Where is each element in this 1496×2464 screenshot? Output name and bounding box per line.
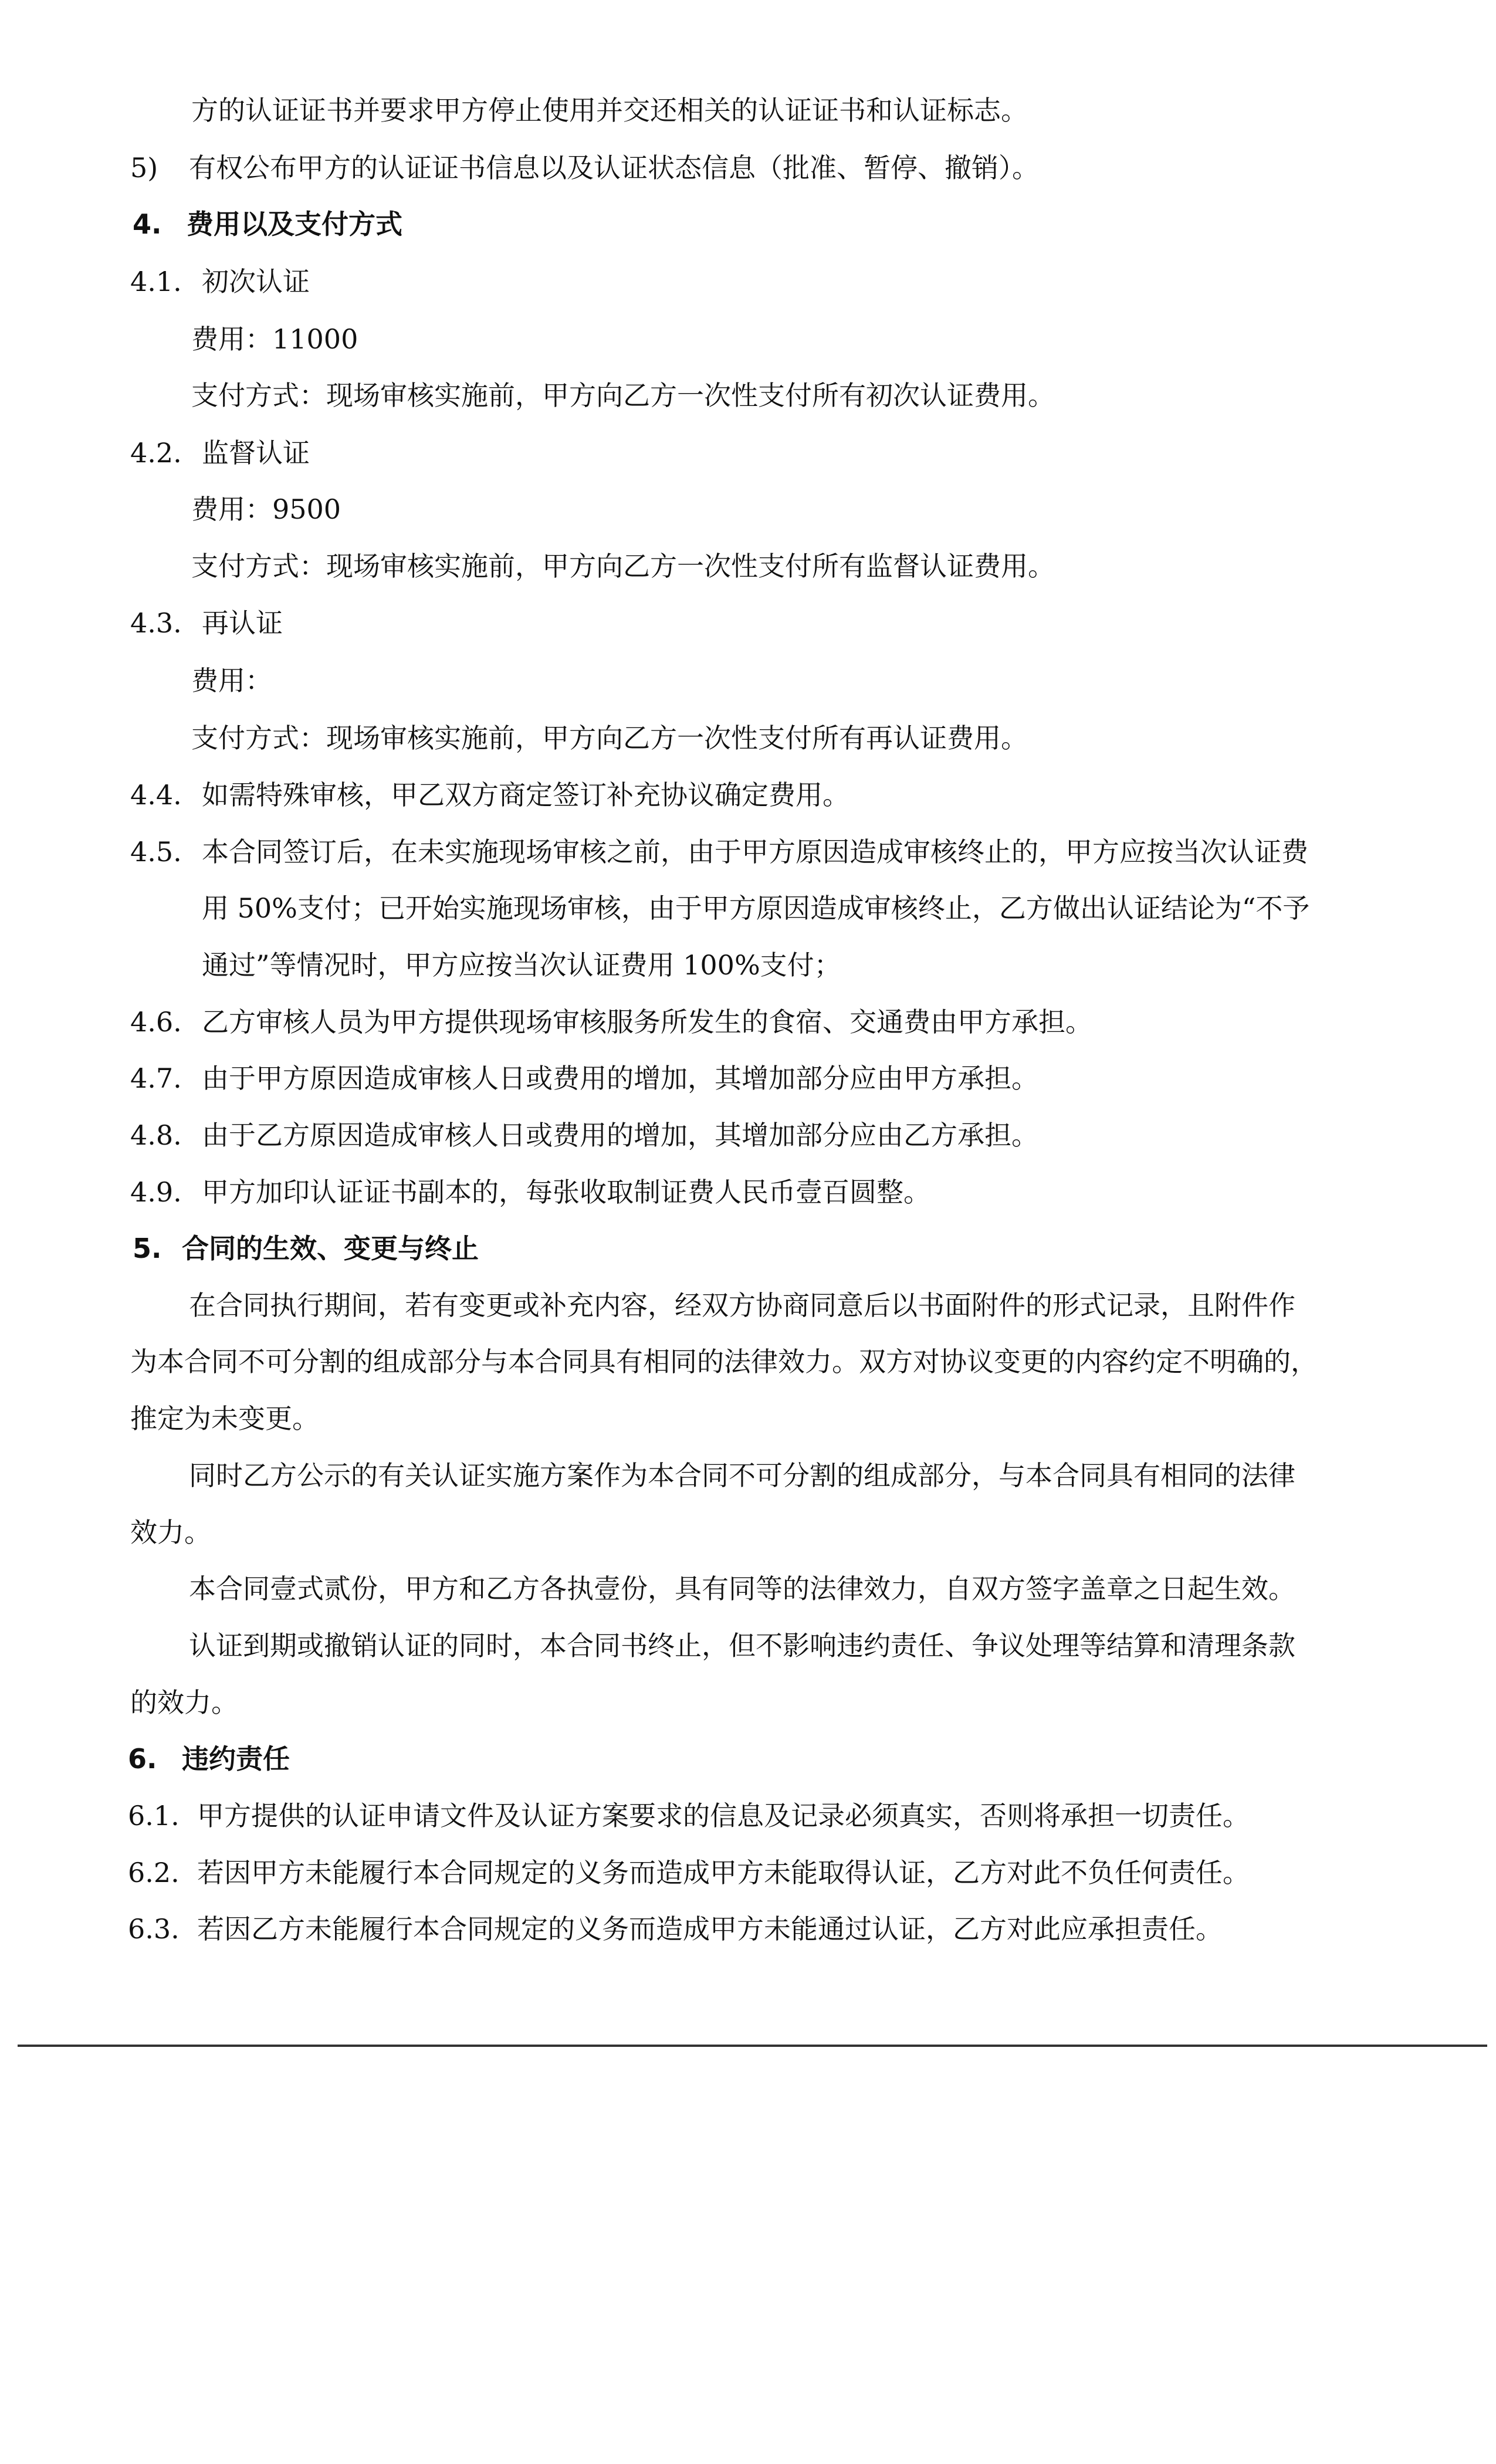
paragraph-text: 效力。 (130, 1517, 211, 1548)
clause-number: 4.1. (130, 266, 182, 297)
clause-number: 6.2. (128, 1857, 180, 1888)
clause-text: 若因甲方未能履行本合同规定的义务而造成甲方未能取得认证，乙方对此不负任何责任。 (197, 1857, 1250, 1888)
clause-number: 6.1. (128, 1800, 180, 1832)
section-title: 违约责任 (182, 1743, 290, 1775)
clause-text: 如需特殊审核，甲乙双方商定签订补充协议确定费用。 (202, 779, 849, 811)
clause-number: 4.6. (130, 1006, 182, 1038)
fee-line: 费用：11000 (191, 323, 358, 355)
clause-title: 监督认证 (202, 437, 310, 469)
paragraph-text: 的效力。 (130, 1687, 238, 1718)
section-number: 5. (133, 1233, 162, 1264)
clause-title: 初次认证 (202, 266, 310, 297)
clause-text: 由于乙方原因造成审核人日或费用的增加，其增加部分应由乙方承担。 (202, 1119, 1038, 1151)
clause-text: 甲方加印认证证书副本的，每张收取制证费人民币壹百圆整。 (202, 1176, 930, 1208)
clause-text: 若因乙方未能履行本合同规定的义务而造成甲方未能通过认证，乙方对此应承担责任。 (197, 1913, 1223, 1945)
section-title: 合同的生效、变更与终止 (182, 1233, 479, 1264)
paragraph-text: 同时乙方公示的有关认证实施方案作为本合同不可分割的组成部分，与本合同具有相同的法律 (189, 1460, 1295, 1491)
clause-number: 4.3. (130, 607, 182, 639)
section-title: 费用以及支付方式 (187, 208, 402, 240)
paragraph-text: 为本合同不可分割的组成部分与本合同具有相同的法律效力。双方对协议变更的内容约定不明确的， (130, 1346, 1318, 1377)
section-number: 6. (128, 1743, 157, 1775)
fee-line: 费用： (191, 665, 272, 696)
clause-number: 6.3. (128, 1913, 180, 1945)
clause-title: 再认证 (202, 607, 283, 639)
clause-number: 4.9. (130, 1176, 182, 1208)
section-number: 4. (133, 208, 162, 240)
clause-text: 通过”等情况时，甲方应按当次认证费用 100%支付； (202, 949, 841, 981)
paragraph-text: 推定为未变更。 (130, 1403, 319, 1434)
clause-number: 4.7. (130, 1062, 182, 1094)
paragraph-text: 本合同壹式贰份，甲方和乙方各执壹份，具有同等的法律效力，自双方签字盖章之日起生效。 (189, 1573, 1295, 1605)
item-number: 5) (130, 152, 158, 184)
fee-line: 费用：9500 (191, 493, 341, 525)
clause-number: 4.5. (130, 836, 182, 868)
paragraph-text: 认证到期或撤销认证的同时，本合同书终止，但不影响违约责任、争议处理等结算和清理条款 (189, 1630, 1295, 1661)
clause-text: 甲方提供的认证申请文件及认证方案要求的信息及记录必须真实，否则将承担一切责任。 (197, 1800, 1250, 1832)
paragraph-text: 在合同执行期间，若有变更或补充内容，经双方协商同意后以书面附件的形式记录，且附件作 (189, 1289, 1295, 1321)
clause-text: 本合同签订后，在未实施现场审核之前，由于甲方原因造成审核终止的，甲方应按当次认证费 (202, 836, 1308, 868)
clause-number: 4.4. (130, 779, 182, 811)
clause-3-continuation: 方的认证证书并要求甲方停止使用并交还相关的认证证书和认证标志。 (191, 94, 1028, 126)
clause-number: 4.2. (130, 437, 182, 469)
clause-text: 用 50%支付；已开始实施现场审核，由于甲方原因造成审核终止，乙方做出认证结论为“不予 (202, 892, 1310, 924)
item-text: 有权公布甲方的认证证书信息以及认证状态信息（批准、暂停、撤销）。 (189, 152, 1039, 184)
page-bottom-rule (18, 2045, 1487, 2047)
payment-line: 支付方式：现场审核实施前，甲方向乙方一次性支付所有初次认证费用。 (191, 380, 1055, 411)
payment-line: 支付方式：现场审核实施前，甲方向乙方一次性支付所有再认证费用。 (191, 722, 1028, 754)
clause-text: 由于甲方原因造成审核人日或费用的增加，其增加部分应由甲方承担。 (202, 1062, 1038, 1094)
clause-text: 乙方审核人员为甲方提供现场审核服务所发生的食宿、交通费由甲方承担。 (202, 1006, 1092, 1038)
clause-number: 4.8. (130, 1119, 182, 1151)
payment-line: 支付方式：现场审核实施前，甲方向乙方一次性支付所有监督认证费用。 (191, 550, 1055, 582)
